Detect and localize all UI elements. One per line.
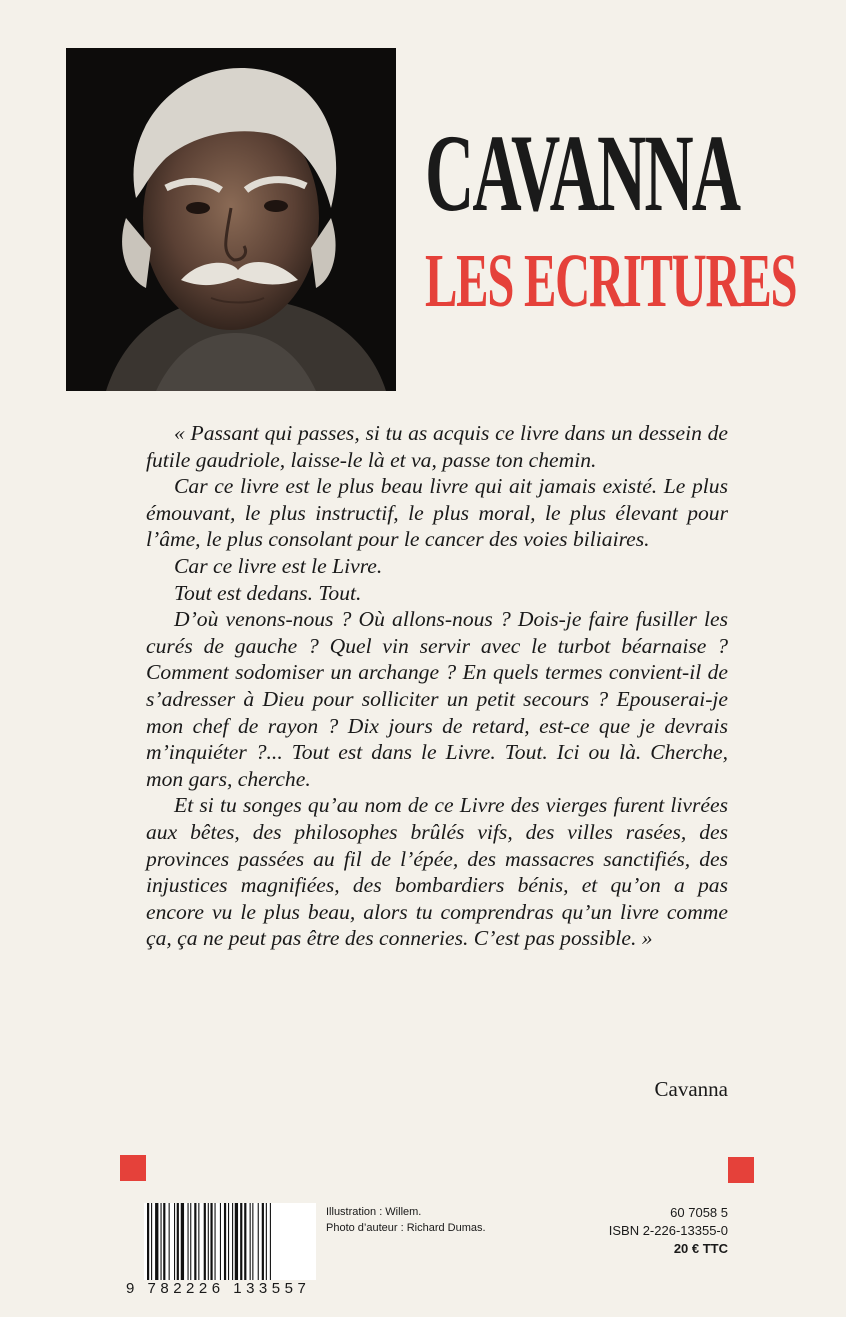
isbn: ISBN 2-226-13355-0 [608, 1223, 728, 1238]
author-portrait-image [66, 48, 396, 391]
product-code: 60 7058 5 [670, 1205, 728, 1220]
credits [326, 1204, 486, 1236]
barcode-digits: 9 782226 133557 [126, 1280, 311, 1297]
blurb-paragraph: « Passant qui passes, si tu as acquis ce livre dans un dessein de futile gaudriole, laisse-le là et va, passe ton chemin. [146, 421, 728, 472]
author-name: CAVANNA [425, 112, 740, 234]
blurb-paragraph: Car ce livre est le plus beau livre qui ait jamais existé. Le plus émouvant, le plus instructif, le plus moral, le plus élevant pour l’âme, le plus consolant pour le cancer des voies biliaires. [146, 474, 728, 552]
red-square-left [120, 1155, 146, 1181]
photo-credit: Photo d’auteur : Richard Dumas. [326, 1222, 486, 1234]
blurb-signature: Cavanna [654, 1077, 728, 1101]
barcode-bars [144, 1203, 316, 1280]
book-title: LES ECRITURES [425, 239, 797, 323]
price: 20 € TTC [673, 1241, 728, 1256]
author-photo [66, 48, 396, 391]
blurb-paragraph: Et si tu songes qu’au nom de ce Livre des vierges furent livrées aux bêtes, des philosophes brûlés vifs, des villes rasées, des provinces passées au fil de l’épée, des massacres sanctifiés, des injustices magnifiées, des bombardiers bénis, et qu’on a pas encore vu le plus beau, alors tu comprendras qu’un livre comme ça, ça ne peut pas être des conneries. C’est pas possible. » [146, 793, 728, 951]
back-cover-blurb [146, 420, 728, 952]
red-square-right [728, 1157, 754, 1183]
blurb-paragraph: Tout est dedans. Tout. [174, 580, 362, 605]
blurb-paragraph: D’où venons-nous ? Où allons-nous ? Dois-je faire fusiller les curés de gauche ? Quel vin servir avec le turbot béarnaise ? Comment sodomiser un archange ? En quels termes convient-il de s’adresser à Dieu pour solliciter un petit secours ? Epouserai-je mon chef de rayon ? Dix jours de retard, est-ce que je devrais m’inquiéter ?... Tout est dans le Livre. Tout. Ici ou là. Cherche, mon gars, cherche. [146, 607, 728, 791]
illustration-credit: Illustration : Willem. [326, 1206, 422, 1218]
price-block [600, 1204, 728, 1258]
blurb-paragraph: Car ce livre est le Livre. [174, 553, 383, 578]
barcode [144, 1203, 316, 1280]
